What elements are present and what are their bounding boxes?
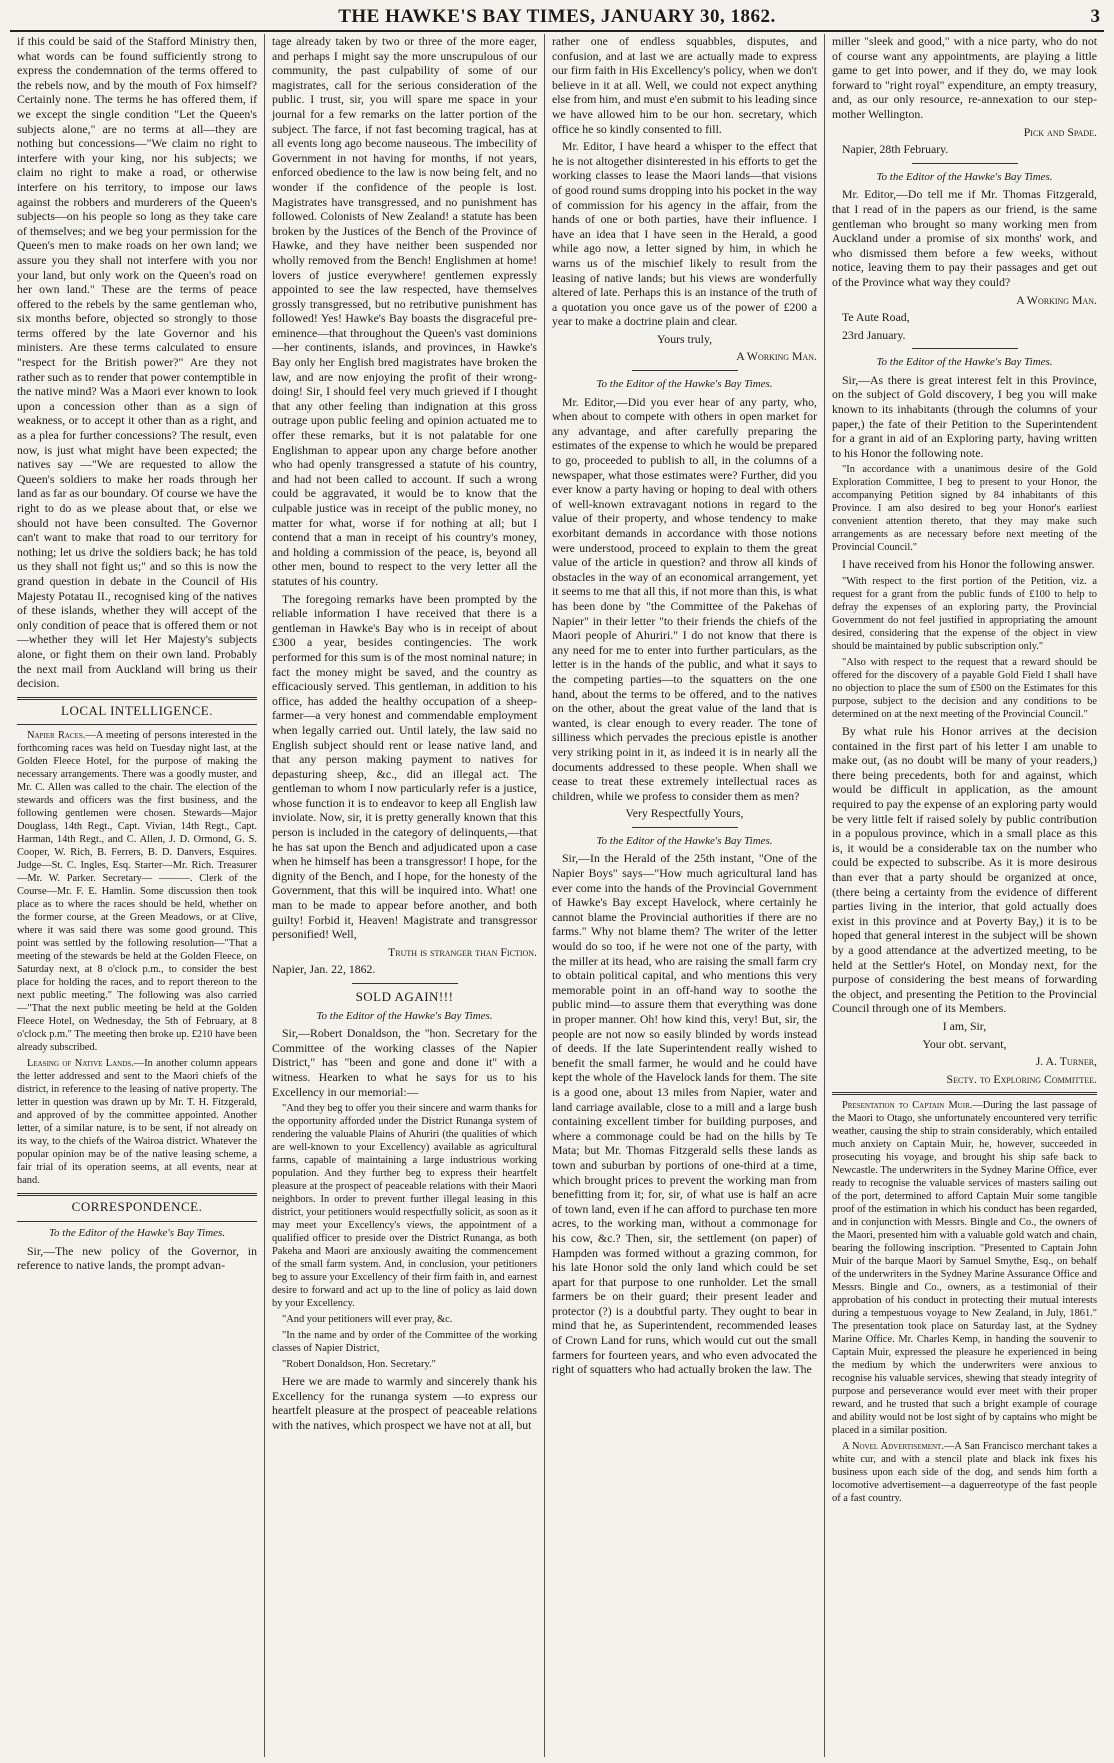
napier-races-article [17,729,257,1054]
article-body: —A meeting of persons interested in the forthcoming races was held on Tuesday night last, at the Golden Fleece Hotel, for the purpose of making the necessary arrangements. There was a goodly muster, and Mr. C. Allen was called to the chair. The election of the stewards and officers was the first business, and the following gentlemen were chosen. Stewards—Major Douglass, 14th Regt., Capt. Vivian, 14th Regt., Capt. Harman, 14th Regt., and C. Allen, J. D. Ormond, G. S. Cooper, W. Rich, B. Ferrers, B. D. Danvers, Esquires. Judge—St. C. Ingles, Esq. Starter—Mr. Rich. Treasurer—Mr. W. Parker. Secretary— ———. Clerk of the Course—Mr. F. E. Hamlin. Some discussion then took place as to where the races should be held, whether on the former course, at the Green Meadows, or at Clive, where it was said there was some good ground. This point was settled by the following resolution—"That a meeting of the stewards be held at the Golden Fleece, on Saturday next, at 8 o'clock p.m., to consider the best place for holding the races, and to report thereon to the next public meeting." The following was also carried—"That the next public meeting be held at the Golden Fleece Hotel, on Wednesday, the 5th of February, at 8 o'clock p.m." The meeting then broke up. £210 have been already subscribed. [17,730,258,1054]
letter-paragraph: Sir,—As there is great interest felt in this Province, on the subject of Gold discovery, I beg you will make known to its inhabitants (through the columns of your paper,) the fate of their Petition to the Superintendent for a grant in aid of an Exploring party, having written to his Honor the following note. [832,372,1097,460]
letter-closing: I am, Sir, [942,1018,987,1033]
letter-signature: Truth is stranger than Fiction. [388,944,537,959]
letter-closing: Very Respectfully Yours, [625,806,744,821]
memorial-quote: "And they beg to offer you their sincere and warm thanks for the opportunity afforded under the District Runanga system of rendering the valuable Plains of Ahuriri (the qualities of which are well-known to your Excellency) available as agricultural farms, capable of maintaining a large industrious working population. And they further beg to express their heartfelt pleasure at the prospect of peaceable relations with their Maori neighbors. In order to prevent further illegal leasing in this district, your petitioners would respectfully solicit, as soon as it may meet your Excellency's views, the appointment of a qualified officer to preside over the District Runanga, as both Pakeha and Maori are anxiously awaiting the commencement of the small farm system. And, in conclusion, your petitioners beg to assure your Excellency of their firm faith in, and earnest desire to forward and act up to the line of policy as laid down by your Excellency. [272,1103,537,1310]
article-body: —In another column appears the letter addressed and sent to the Maori chiefs of the district, in reference to the leasing of native property. The letter in question was drawn up by Mr. T. H. Fitzgerald, and approved of by the committee appointed. Another letter, of a similar nature, is to be sent, if not already on its way, to the chiefs of the Wairoa district. Whatever the popular opinion may be of the native leasing scheme, a fair trial of its operation seems, at all events, near at hand. [17,1058,257,1187]
newspaper-title: THE HAWKE'S BAY TIMES, JANUARY 30, 1862. [338,6,776,27]
captain-muir-article [832,1099,1097,1437]
quoted-note: "In accordance with a unanimous desire of the Gold Exploration Committee, I beg to present to your Honor, the accompanying Petition signed by 84 inhabitants of this Province. I am also desired to beg your Honor's earliest convenient attention thereto, that they may make such arrangements as are necessary before next meeting of the Provincial Council." [832,464,1097,554]
column-2 [265,34,545,1757]
letter-paragraph: Mr. Editor,—Did you ever hear of any party, who, when about to compete with others in open market for any advantage, and after carefully preparing the estimates of the expense to which he would be prepared to go, proceeded to publish to all, in the columns of a newspaper, what those estimates were? Further, did you ever know a party having or hoping to deal with others of well-known extravagant notions in regard to the value of their property, and whose tendency to make exorbitant demands in accordance with those notions were understood, proceed to explain to them the great value of the article in question? and throw all kinds of obstacles in the way of an economical arrangement, yet it seems to me that all this, if not more than this, is what has been done by "the Committee of the Pakehas of Napier" in their letter "to their friends the chiefs of the Maori people of Ahuriri." I do not know that there is any need for me to enter into further particulars, as the letter is in the hands of the public, and what it says to the competing parties—to the squatters on the one hand, about the terms to be offered, and to the natives on the other, about the great value of the land that is wanted, is clear enough to every reader. The tone of silliness which pervades the precious epistle is another very striking point in it, as indeed it is in nearly all the documents addressed to these people. When shall we cease to treat these extremely intellectual races as children, while we profess to consider them as men? [552,394,817,803]
letter-closing: Yours truly, [656,331,713,346]
divider [632,370,738,371]
correspondence-heading: CORRESPONDENCE. [71,1199,203,1215]
letter-paragraph: The foregoing remarks have been prompted by the reliable information I have received that there is a gentleman in Hawke's Bay who is in receipt of about £300 a year, besides contingencies. The work performed for this sum is of the most nominal nature; in fact the money might be saved, and the country as efficaciously served. This gentleman, in addition to his office, has added the healthy occupation of a sheep-farmer—a very honest and commendable employment when legally carried out. Until lately, the law said no English subject should rent or lease native land, and that any person making payment to natives for depasturing sheep, &c., did an illegal act. The gentleman to whom I now particularly refer is a justice, whose function it is to endeavor to keep all English law inviolate. Now, sir, it is pretty generally known that this person is included in the category of delinquents,—that he has sat upon the Bench and adjudicated upon a case when he himself has been a transgressor! I hope, for the dignity of the Bench, and I hope, for the honesty of the Government, that this will be inquired into. What! one man to be made to appear before another, and both guilty! Forbid it, Heaven! Magistrate and transgressor personified! Well, [272,591,537,942]
letter-paragraph: I have received from his Honor the following answer. [842,557,1095,572]
article-lead: Presentation to Captain Muir. [842,1100,973,1112]
letter-date: Napier, 28th February. [842,142,949,157]
column-3 [545,34,825,1757]
column-1 [10,34,265,1757]
article-lead: Napier Races. [27,730,86,742]
divider [17,724,257,725]
letter-paragraph: By what rule his Honor arrives at the decision contained in the first part of his letter I am unable to make out, (as no doubt will be many of your readers,) there being precedents, both for and against, which would be difficult in application, as the amount required to pay the expense of an exploring party would be very little felt if raised solely by public contribution in a populous province, which in a small place as this is, it would be a considerable tax on the number who could be expected to subscribe. As it is more desirous than ever that a party should be organized at once, (there being a certainty from the evidence of different parties living in the interior, that gold actually does exist in this province and at Poverty Bay,) it is to be hoped that general interest in the subject will be shown by a good attendance at the advertized meeting, to be held at the Settler's Hotel, on Monday next, for the purpose of considering the best means of forwarding the object, and presenting the Petition to the Provincial Council through one of its Members. [832,724,1097,1016]
divider [17,1221,257,1222]
letter-address: To the Editor of the Hawke's Bay Times. [48,1226,226,1239]
page-number: 3 [1090,6,1100,27]
letter-address: To the Editor of the Hawke's Bay Times. [596,834,773,847]
memorial-quote: "And your petitioners will ever pray, &c. [282,1314,453,1326]
columns [10,34,1104,1757]
section-divider [832,1092,1097,1095]
quoted-answer: "With respect to the first portion of the Petition, viz. a request for a grant from the public funds of £100 to help to defray the expenses of an exploring party, the Provincial Government do not feel justified in appropriating the amount desired, considering that the expense of the object in view should be maintained by public subscription only." [832,576,1097,653]
memorial-quote: "In the name and by order of the Committee of the working classes of Napier District, [272,1330,537,1355]
letter-date: Napier, Jan. 22, 1862. [272,962,376,977]
letter-signature: Secty. to Exploring Committee. [946,1071,1097,1086]
letter-paragraph: rather one of endless squabbles, disputes, and confusion, and at last we are actually made to express our firm faith in His Excellency's policy, when we don't believe in it at all. Well, we could not expect anything else from him, and must e'en submit to his leading since we have allowed him to be our hon. secretary, which office he so kindly consented to fill. [552,34,817,136]
letter-address-line: Te Aute Road, [842,310,910,325]
letter-address: To the Editor of the Hawke's Bay Times. [876,356,1053,369]
masthead [10,4,1104,32]
letter-address: To the Editor of the Hawke's Bay Times. [596,378,773,391]
novel-advertisement-article [832,1440,1097,1505]
memorial-quote: "Robert Donaldson, Hon. Secretary." [282,1359,436,1371]
article-body: —During the last passage of the Maori to Otago, she unfortunately encountered very terrific weather, causing the ship to strain considerably, which entailed much anxiety on Captain Muir, he, however, succeeded in prosecuting his voyage, and brought his ship safe back to Newcastle. The underwriters in the Sydney Marine Office, ever ready to recognise the valuable services of masters sailing out of the port, determined to afford Captain Muir some tangible proof of the estimation in which his conduct has been regarded, and in conjunction with Messrs. Bingle and Co., the owners of the Maori, presented him with a valuable gold watch and chain, bearing the following inscription. "Presented to Captain John Muir of the barque Maori by Samuel Smythe, Esq., on behalf of the underwriters in the Sydney Marine Assurance Office and Messrs. Bingle and Co., owners, as a testimonial of their approbation of his conduct in protecting their mutual interests during a tempestuous voyage to New Zealand, in July, 1861." The presentation took place on Saturday last, at the Sydney Marine Office. Mr. Charles Kemp, in handing the souvenir to Captain Muir, expressed the pleasure he experienced in being the medium by which the underwriters were anxious to recognise his valuable services, shewing that steady integrity of purpose and perseverance would ever meet with their proper reward, and he trusted that such a bright example of courage and ability would not be lost sight of by captains who might be placed in a similar position. [832,1100,1097,1437]
letter-paragraph: Sir,—The new policy of the Governor, in reference to native lands, the prompt advan- [17,1243,257,1273]
divider [632,827,738,828]
letter-paragraph: Sir,—Robert Donaldson, the "hon. Secretary for the Committee of the working classes of the Napier District," has "been and gone and done it" with a witness. Hearken to what he says for us to his Excellency in our memorial:— [272,1026,537,1099]
divider [912,348,1018,349]
letter-signature: A Working Man. [1016,292,1097,307]
column-4 [825,34,1104,1757]
sold-again-heading: SOLD AGAIN!!! [355,989,454,1004]
letter-signature: J. A. Turner, [1035,1054,1097,1069]
quoted-answer: "Also with respect to the request that a reward should be offered for the discovery of a payable Gold Field I shall have no objection to place the sum of £500 on the Estimates for this purpose, subject to the decision and any conditions to be determined on at the next meeting of the Provincial Council." [832,657,1097,721]
leasing-native-lands-article [17,1057,257,1187]
local-intelligence-heading: LOCAL INTELLIGENCE. [61,702,213,718]
letter-paragraph: Mr. Editor, I have heard a whisper to the effect that he is not altogether disinterested in his efforts to get the working classes to lease the Maori lands—that visions of good round sums dropping into his pocket in the way of commission for his agency in the affair, from the hands of one or both parties, have their influence. I have an idea that I have seen in the Herald, a good while ago now, a letter signed by him, in which he warns us of the mischief likely to result from the leasing of native lands; but his views are wonderfully altered of late. Perhaps this is an instance of the truth of a quotation you once gave us of the power of £200 a year to make a doctrine plain and clear. [552,139,817,329]
letter-paragraph: tage already taken by two or three of the more eager, and perhaps I might say the more unscrupulous of our community, the past culpability of some of our magistrates, call for the serious consideration of the public. I trust, sir, you will spare me space in your journal for a few remarks on the latter portion of the subject. The farce, if not fast becoming tragical, has at all events long ago become nauseous. The imbecility of Government in not having for months, if not years, enforced obedience to the law is now being felt, and no wonder if the confidence of the people is lost. Magistrates have transgressed, and no punishment has followed. Colonists of New Zealand! a statute has been broken by the Justices of the Bench of the Province of Hawke, and they have neither been suspended nor wholly removed from the Bench! Englishmen at home! lovers of justice everywhere! gentlemen expressly appointed to see the law respected, have themselves grossly transgressed, but no retributive punishment has followed! Yes! Hawke's Bay boasts the disgraceful pre-eminence—that throughout the Queen's vast dominions—her continents, islands, and provinces, in Hawke's Bay only her English bred magistrates have broken the law, and are now enjoying the profit of their wrong-doing! Sir, I should feel very much grieved if I thought that any other feeling than indignation at this gross outrage upon public feeling and opinion actuated me to offer these remarks, but it is not palatable for one Englishman to appear upon any charge before another who had openly transgressed a statute of his country, and had not been called to account. If such a wrong could be aggravated, it would be to know that the culpable justice was in receipt of the public money, no matter for what, worse if for nothing at all; but I contend that a man in receipt of his country's money, and holding a commission of the peace, is, beyond all other men, bound to respect to the very letter all the statutes of his country. [272,34,537,588]
article-lead: A Novel Advertisement. [842,1441,944,1453]
article-lead: Leasing of Native Lands. [27,1058,134,1070]
letter-address: To the Editor of the Hawke's Bay Times. [316,1009,493,1022]
letter-paragraph: miller "sleek and good," with a nice party, who do not of course want any appointments, are playing a little game to get into power, and if they do, we may look forward to "right royal" expenditure, an empty treasury, and, as our only resource, re-annexation to our step-mother Wellington. [832,34,1097,121]
section-divider [17,1193,257,1196]
divider [912,163,1018,164]
letter-closing: Your obt. servant, [922,1036,1007,1051]
letter-address: To the Editor of the Hawke's Bay Times. [876,170,1053,183]
letter-paragraph: Sir,—In the Herald of the 25th instant, "One of the Napier Boys" says—"How much agricultural land has ever come into the hands of the Provincial Government of Hawke's Bay except Havelock, where certainly he cannot blame the Provincial authorities if there are no farms." Why not blame them? The writer of the letter would do so too, if he were not one of the party, with the miller at its head, who are raising the small farm cry to obtain political capital, and who mentions this very memorable point in an off-hand way to soothe the public mind—to assure them that everything was done in proper manner. Oh! how kind this, very! But, sir, the people are not now so easily blinded by words instead of deeds. If the late Superintendent really wished to benefit the small farmer, he would and he could have kept the whole of the Havelock lands for them. The site is a good one, about 13 miles from Napier, water and land carriage available, close to a mill and a large bush containing excellent timber for building purposes, and where a commonage could be had on the hills by Te Mata; but Mr. Thomas Fitzgerald sells these lands as town and suburban by portions of one-third at a time, which brought prices to prevent the working man from benefitting from it; for, sir, of what use is half an acre of town land, even if he can afford to purchase ten more acres, to the working man, without a commonage for his cow, &c.? Then, sir, the settlement (on paper) of Hampden was formed without a grazing common, for his late Honor sold the only land which could be set apart for that purpose to one runholder. Let the small farmers be on their guard; their present leader and protector (?) is a doubtful party. They ought to bear in mind that he, as Superintendent, recommended leases of Crown Land for runs, which would cut out the small farmers for fourteen years, and who even advocated the right of squatters who had actually broken the law. The [552,851,817,1377]
letter-signature: A Working Man. [736,349,817,364]
letter-signature: Pick and Spade. [1023,124,1097,139]
letter-paragraph: Here we are made to warmly and sincerely thank his Excellency for the runanga system —to express our heartfelt pleasure at the prospect of peaceable relations with the natives, which prospect we have not at all, but [272,1374,537,1432]
section-divider [17,697,257,700]
divider [352,983,458,984]
editorial-paragraph: if this could be said of the Stafford Ministry then, what words can be found sufficiently strong to express the condemnation of the terms offered to the rebels now, and by the mouth of Fox himself? Certainly none. The terms he has offered them, if we except the single condition "Let the Queen's subjects alone," are no terms at all—they are nothing but concessions—"We claim no right to interfere with your king, nor his subjects; we claim no right to make a road, or otherwise interfere on his territory, to impose our laws against the robbers and murderers of the Queen's subjects—on his people so long as they take care of themselves; and we beg your permission for the Queen's men to make roads on her own land; we assure you they shall not interfere with you nor your land, but only work on the Queen's road on her own land." These are the terms of peace offered to the rebels by the same gentleman who, six months before, objected so strongly to those terms offered by the late Governor and his ministers. Are these terms calculated to ensure "respect for the British power?" Are they not rather such as to render that power contemptible in the native mind? Was a Maori ever known to look upon a concession other than as a sign of weakness, or to accept it other than as a right, and as a plea for further concessions? The result, even now, is just what might have been expected; the natives say —"We are requested to allow the Queen's soldiers to make her roads through her land as far as our boundary. Of course we have the right to do as we please about that, or else we should not have been consulted. The Governor can't want to make that road to our territory for nothing; let us drive the soldiers back; he has told us they shall not fight us;" and so this is now the grand question in debate in the Council of His Majesty Potatau II., recognised king of the natives of these islands, whether they will accept of the only condition of peace that is offered them or not—whether they will let Her Majesty's subjects alone, or fight them on their own land. Probably the next mail from Auckland will bring us their decision. [17,34,257,691]
article-body: —A San Francisco merchant takes a white cur, and with a stencil plate and black ink fixes his business upon each side of the dog, and sends him forth a locomotive advertisement—a daguerreotype of the fast people of a fast country. [832,1441,1097,1505]
letter-paragraph: Mr. Editor,—Do tell me if Mr. Thomas Fitzgerald, that I read of in the papers as our friend, is the same gentleman who brought so many working men from Auckland under a promise of six months' work, and who dismissed them before a few weeks, without notice, leaving them to pay their passages and get out of the Province what way they could? [832,187,1097,289]
letter-address-line: 23rd January. [842,327,906,342]
